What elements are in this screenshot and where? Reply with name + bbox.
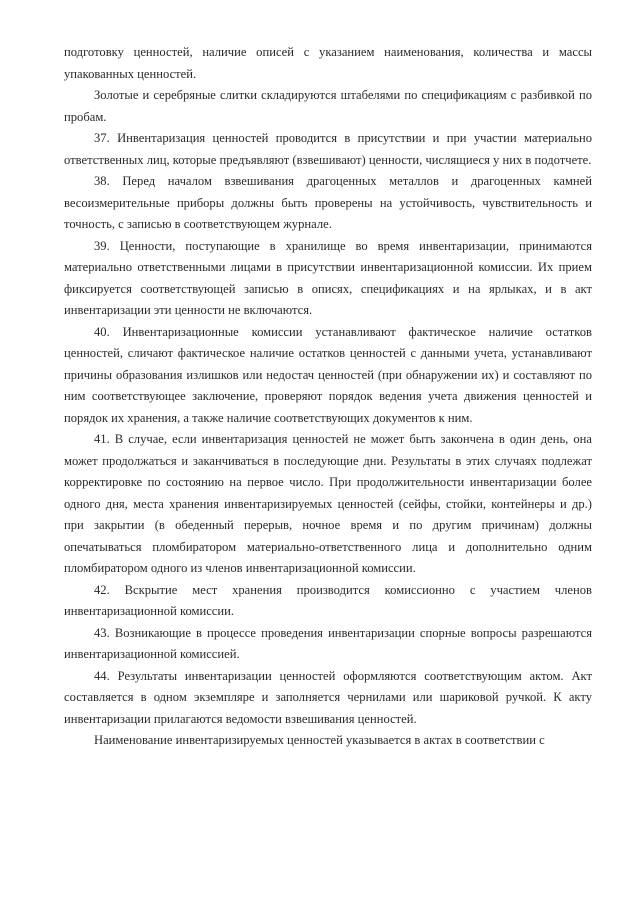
paragraph-44: 44. Результаты инвентаризации ценностей оформляются соответствующим актом. Акт составляется в одном экземпляре и заполняется чернилами или шариковой ручкой. К акту инвентаризации прилагаются ведомости взвешивания ценностей. xyxy=(64,668,592,726)
paragraph-40: 40. Инвентаризационные комиссии устанавливают фактическое наличие остатков ценностей, сличают фактическое наличие остатков ценностей с данными учета, устанавливают причины образования излишков или недостач ценностей (при обнаружении их) и составляют по ним соответствующее заключение, проверяют порядок ведения учета движения ценностей и порядок их хранения, а также наличие соответствующих документов к ним. xyxy=(64,324,592,425)
paragraph-42: 42. Вскрытие мест хранения производится комиссионно с участием членов инвентаризационной комиссии. xyxy=(64,582,592,618)
paragraph-37: 37. Инвентаризация ценностей проводится в присутствии и при участии материально ответственных лиц, которые предъявляют (взвешивают) ценности, числящиеся у них в подотчете. xyxy=(64,131,592,167)
paragraph-continuation: подготовку ценностей, наличие описей с указанием наименования, количества и массы упакованных ценностей. xyxy=(64,45,592,81)
paragraph-38: 38. Перед началом взвешивания драгоценных металлов и драгоценных камней весоизмерительные приборы должны быть проверены на устойчивость, чувствительность и точность, с записью в соответствующем журнале. xyxy=(64,174,592,231)
paragraph-naming: Наименование инвентаризируемых ценностей указывается в актах в соответствии с xyxy=(94,733,545,747)
paragraph-bullion-storage: Золотые и серебряные слитки складируются штабелями по спецификациям с разбивкой по пробам. xyxy=(64,88,592,124)
paragraph-39: 39. Ценности, поступающие в хранилище во время инвентаризации, принимаются материально ответственными лицами в присутствии инвентаризационной комиссии. Их прием фиксируется соответствующей записью в описях, спецификациях и на ярлыках, и в акт инвентаризации эти ценности не включаются. xyxy=(64,238,592,317)
paragraph-41: 41. В случае, если инвентаризация ценностей не может быть закончена в один день, она может продолжаться и заканчиваться в последующие дни. Результаты в этих случаях подлежат корректировке по состоянию на первое число. При продолжительности инвентаризации более одного дня, места хранения инвентаризируемых ценностей (сейфы, стойки, контейнеры и др.) при закрытии (в обеденный перерыв, ночное время и по другим причинам) должны опечатываться пломбиратором материально-ответственного лица и дополнительно одним пломбиратором одного из членов инвентаризационной комиссии. xyxy=(64,432,592,575)
paragraph-43: 43. Возникающие в процессе проведения инвентаризации спорные вопросы разрешаются инвентаризационной комиссией. xyxy=(64,625,592,661)
